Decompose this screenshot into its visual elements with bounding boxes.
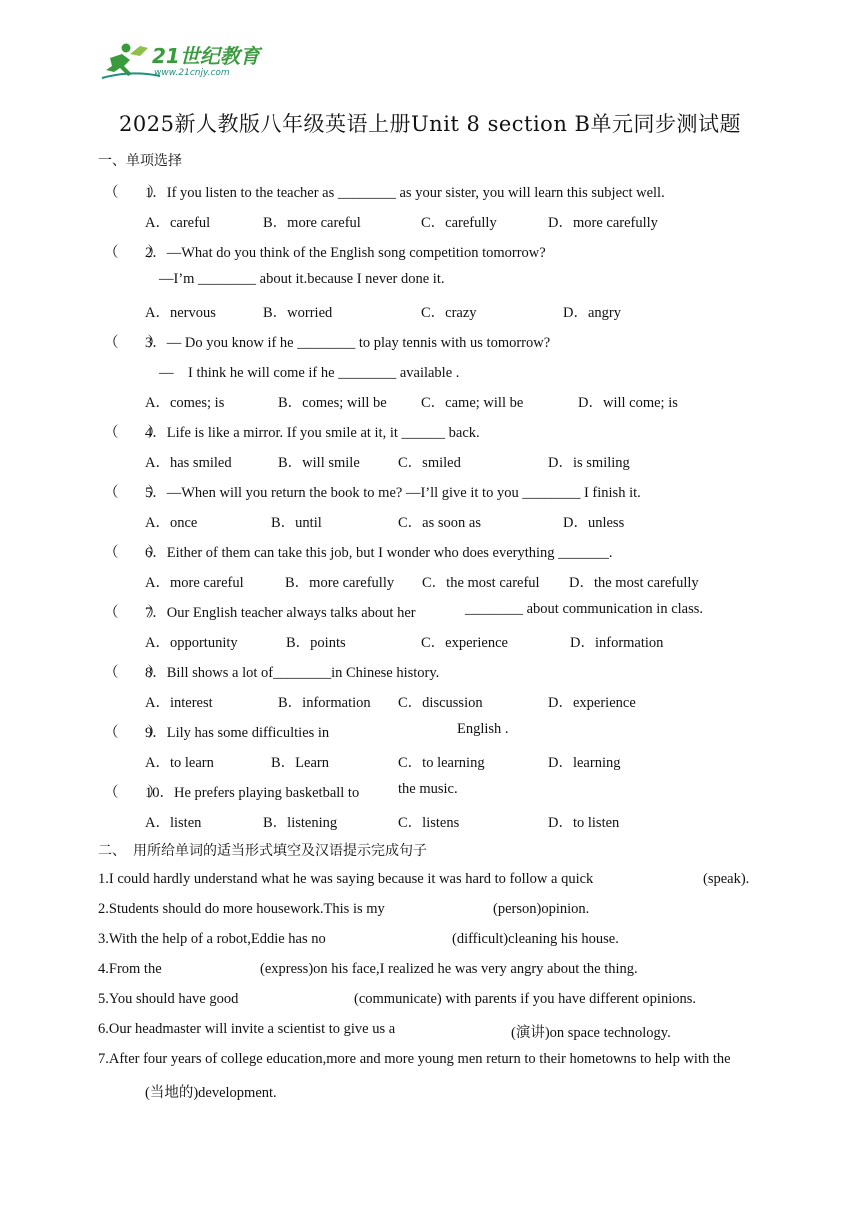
answer-blank: （ ）: [104, 245, 162, 261]
fill-text: 1.I could hardly understand what he was saying because it was hard to follow a quick: [98, 871, 594, 887]
option-a: A．opportunity: [145, 635, 238, 651]
question-text: 3．— Do you know if he ________ to play tennis with us tomorrow?: [145, 335, 551, 351]
option-b: B．until: [271, 515, 322, 531]
question-text: 7．Our English teacher always talks about her: [145, 605, 416, 621]
fill-text: 7.After four years of college education,more and more young men return to their hometowns to help with the: [98, 1051, 731, 1067]
option-d: D．to listen: [548, 815, 620, 831]
answer-blank: （ ）: [104, 425, 162, 441]
answer-blank: （ ）: [104, 185, 162, 201]
question-text-line2: — I think he will come if he ________ available .: [159, 365, 460, 381]
question-text: 5．—When will you return the book to me? —I’ll give it to you ________ I finish it.: [145, 485, 641, 501]
option-c: C．crazy: [421, 305, 477, 321]
fill-hint: (speak).: [703, 871, 750, 887]
option-b: B．will smile: [278, 455, 360, 471]
fill-hint: (person)opinion.: [493, 901, 590, 917]
fill-text: 4.From the: [98, 961, 162, 977]
option-c: C．discussion: [398, 695, 483, 711]
option-c: C．came; will be: [421, 395, 524, 411]
option-c: C．the most careful: [422, 575, 540, 591]
option-a: A．listen: [145, 815, 202, 831]
fill-hint: (express)on his face,I realized he was very angry about the thing.: [260, 961, 638, 977]
option-a: A．interest: [145, 695, 213, 711]
fill-hint: (difficult)cleaning his house.: [452, 931, 619, 947]
section-heading-1: 一、单项选择: [98, 153, 182, 169]
option-b: B．Learn: [271, 755, 329, 771]
option-d: D．angry: [563, 305, 621, 321]
answer-blank: （ ）: [104, 665, 162, 681]
option-d: D．learning: [548, 755, 621, 771]
question-text: 4．Life is like a mirror. If you smile at it, it ______ back.: [145, 425, 480, 441]
question-text: 6．Either of them can take this job, but I wonder who does everything _______.: [145, 545, 613, 561]
question-text: 9．Lily has some difficulties in: [145, 725, 330, 741]
option-d: D．is smiling: [548, 455, 630, 471]
option-c: C．experience: [421, 635, 508, 651]
option-a: A．nervous: [145, 305, 216, 321]
option-c: C．listens: [398, 815, 460, 831]
option-a: A．more careful: [145, 575, 244, 591]
logo-brand: 21世纪教育: [152, 44, 260, 68]
answer-blank: （ ）: [104, 485, 162, 501]
option-a: A．to learn: [145, 755, 214, 771]
answer-blank: （ ）: [104, 335, 162, 351]
option-b: B．information: [278, 695, 371, 711]
option-d: D．unless: [563, 515, 625, 531]
fill-text: 3.With the help of a robot,Eddie has no: [98, 931, 326, 947]
question-text-tail: English .: [457, 721, 509, 737]
answer-blank: （ ）: [104, 785, 162, 801]
option-a: A．has smiled: [145, 455, 232, 471]
option-d: D．will come; is: [578, 395, 678, 411]
option-b: B．more careful: [263, 215, 361, 231]
option-d: D．experience: [548, 695, 636, 711]
option-d: D．the most carefully: [569, 575, 699, 591]
option-a: A．careful: [145, 215, 211, 231]
option-c: C．as soon as: [398, 515, 481, 531]
fill-hint: (当地的)development.: [145, 1085, 277, 1101]
question-text: 10．He prefers playing basketball to: [145, 785, 360, 801]
option-d: D．information: [570, 635, 664, 651]
fill-hint: (演讲)on space technology.: [511, 1025, 671, 1041]
question-text-line2: —I’m ________ about it.because I never done it.: [159, 271, 445, 287]
answer-blank: （ ）: [104, 725, 162, 741]
fill-hint: (communicate) with parents if you have different opinions.: [354, 991, 696, 1007]
logo-site: www.21cnjy.com: [154, 68, 230, 78]
question-text: 1．If you listen to the teacher as ________ as your sister, you will learn this subject well.: [145, 185, 665, 201]
section-heading-2: 二、 用所给单词的适当形式填空及汉语提示完成句子: [98, 843, 427, 859]
option-b: B．points: [286, 635, 346, 651]
question-text-tail: the music.: [398, 781, 458, 797]
site-logo: [100, 40, 270, 84]
fill-text: 2.Students should do more housework.This is my: [98, 901, 385, 917]
option-b: B．worried: [263, 305, 333, 321]
option-b: B．listening: [263, 815, 338, 831]
fill-text: 5.You should have good: [98, 991, 239, 1007]
option-b: B．more carefully: [285, 575, 395, 591]
option-c: C．to learning: [398, 755, 485, 771]
option-c: C．smiled: [398, 455, 461, 471]
option-c: C．carefully: [421, 215, 497, 231]
question-text-tail: ________ about communication in class.: [465, 601, 704, 617]
question-text: 8．Bill shows a lot of________in Chinese history.: [145, 665, 440, 681]
option-a: A．comes; is: [145, 395, 225, 411]
option-a: A．once: [145, 515, 198, 531]
question-text: 2．—What do you think of the English song competition tomorrow?: [145, 245, 546, 261]
option-d: D．more carefully: [548, 215, 658, 231]
option-b: B．comes; will be: [278, 395, 387, 411]
answer-blank: （ ）: [104, 605, 162, 621]
fill-text: 6.Our headmaster will invite a scientist to give us a: [98, 1021, 396, 1037]
page-title: 2025新人教版八年级英语上册Unit 8 section B单元同步测试题: [119, 112, 741, 136]
answer-blank: （ ）: [104, 545, 162, 561]
